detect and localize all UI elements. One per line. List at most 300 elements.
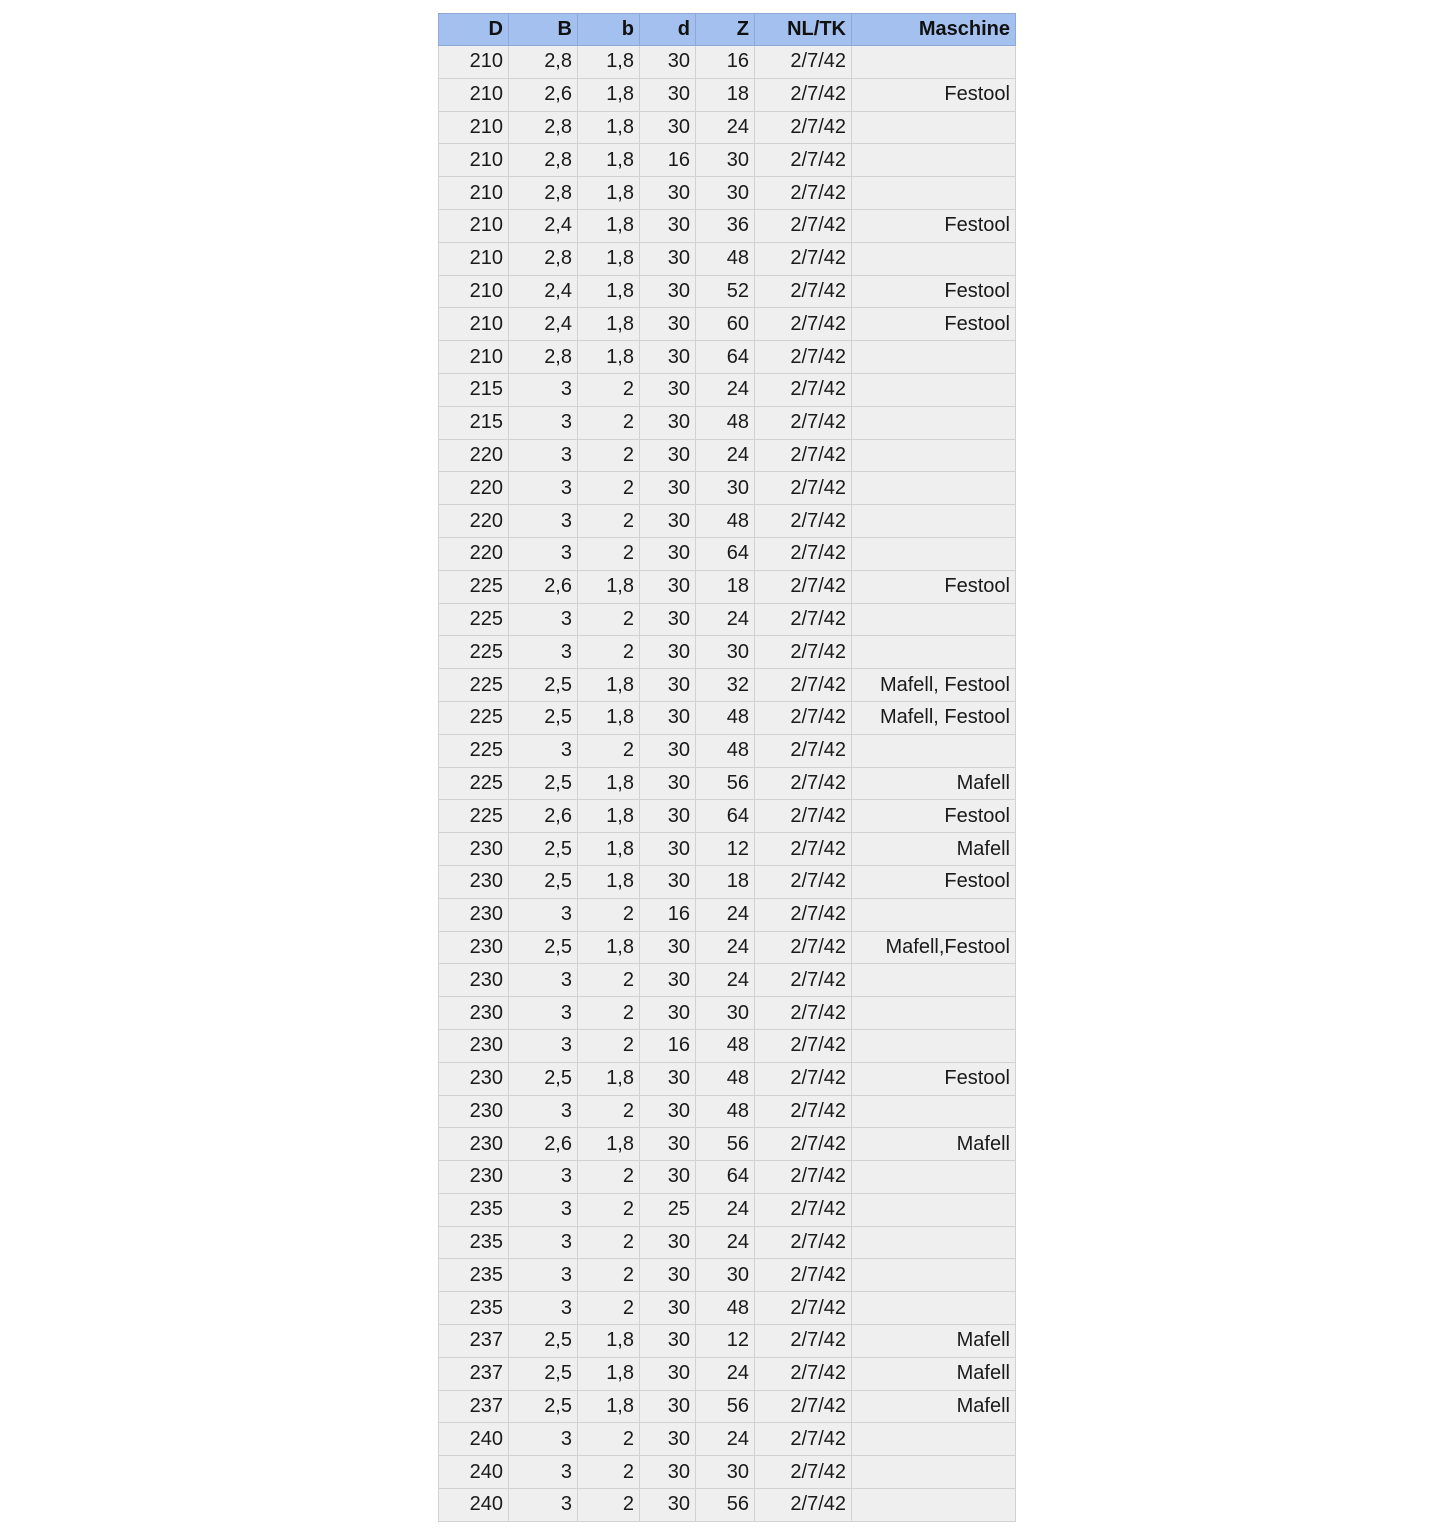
table-row [439, 800, 1016, 833]
cell-d: 30 [640, 242, 696, 275]
cell-D: 210 [439, 177, 509, 210]
cell-nl-tk: 2/7/42 [755, 1325, 852, 1358]
table-row [439, 177, 1016, 210]
cell-Z: 56 [696, 1489, 755, 1522]
cell-b: 1,8 [578, 1357, 640, 1390]
cell-D: 230 [439, 1128, 509, 1161]
cell-D: 230 [439, 1161, 509, 1194]
cell-D: 230 [439, 898, 509, 931]
cell-Z: 48 [696, 1292, 755, 1325]
cell-maschine: Festool [852, 78, 1016, 111]
cell-b: 2 [578, 1226, 640, 1259]
table-row [439, 111, 1016, 144]
cell-B: 2,8 [509, 341, 578, 374]
cell-B: 2,5 [509, 669, 578, 702]
cell-B: 3 [509, 1259, 578, 1292]
cell-B: 2,5 [509, 701, 578, 734]
column-header-d: d [640, 14, 696, 46]
cell-D: 225 [439, 767, 509, 800]
table-row [439, 439, 1016, 472]
table-row [439, 1095, 1016, 1128]
cell-b: 2 [578, 898, 640, 931]
cell-b: 1,8 [578, 46, 640, 79]
cell-Z: 56 [696, 767, 755, 800]
cell-d: 30 [640, 1456, 696, 1489]
column-header-maschine: Maschine [852, 14, 1016, 46]
cell-d: 16 [640, 144, 696, 177]
cell-nl-tk: 2/7/42 [755, 144, 852, 177]
cell-nl-tk: 2/7/42 [755, 537, 852, 570]
cell-Z: 48 [696, 1062, 755, 1095]
table-row [439, 1161, 1016, 1194]
cell-b: 2 [578, 964, 640, 997]
cell-d: 30 [640, 505, 696, 538]
cell-Z: 60 [696, 308, 755, 341]
cell-maschine: Mafell [852, 1357, 1016, 1390]
cell-nl-tk: 2/7/42 [755, 603, 852, 636]
cell-d: 30 [640, 734, 696, 767]
cell-D: 230 [439, 997, 509, 1030]
cell-maschine [852, 537, 1016, 570]
cell-nl-tk: 2/7/42 [755, 472, 852, 505]
cell-Z: 48 [696, 406, 755, 439]
cell-nl-tk: 2/7/42 [755, 1128, 852, 1161]
cell-nl-tk: 2/7/42 [755, 1226, 852, 1259]
table-row [439, 1489, 1016, 1522]
cell-b: 2 [578, 373, 640, 406]
cell-maschine [852, 242, 1016, 275]
column-header-D: D [439, 14, 509, 46]
table-row [439, 275, 1016, 308]
cell-Z: 18 [696, 570, 755, 603]
table-row [439, 1128, 1016, 1161]
cell-D: 210 [439, 144, 509, 177]
column-header-nl-tk: NL/TK [755, 14, 852, 46]
cell-nl-tk: 2/7/42 [755, 1161, 852, 1194]
cell-D: 230 [439, 1062, 509, 1095]
cell-b: 2 [578, 1161, 640, 1194]
cell-nl-tk: 2/7/42 [755, 997, 852, 1030]
cell-D: 210 [439, 209, 509, 242]
cell-B: 2,8 [509, 46, 578, 79]
cell-d: 30 [640, 1161, 696, 1194]
cell-b: 1,8 [578, 242, 640, 275]
cell-Z: 24 [696, 964, 755, 997]
saw-blade-table [438, 13, 1016, 1522]
table-row [439, 308, 1016, 341]
cell-D: 220 [439, 537, 509, 570]
cell-d: 30 [640, 636, 696, 669]
cell-maschine [852, 46, 1016, 79]
cell-Z: 30 [696, 472, 755, 505]
table-row [439, 833, 1016, 866]
cell-Z: 24 [696, 111, 755, 144]
cell-B: 2,5 [509, 767, 578, 800]
cell-d: 25 [640, 1193, 696, 1226]
cell-B: 3 [509, 1423, 578, 1456]
cell-b: 1,8 [578, 78, 640, 111]
cell-B: 3 [509, 472, 578, 505]
cell-nl-tk: 2/7/42 [755, 1095, 852, 1128]
table-row [439, 373, 1016, 406]
cell-D: 210 [439, 111, 509, 144]
cell-D: 225 [439, 669, 509, 702]
cell-B: 3 [509, 1456, 578, 1489]
cell-Z: 24 [696, 931, 755, 964]
cell-d: 30 [640, 931, 696, 964]
cell-maschine [852, 734, 1016, 767]
cell-maschine [852, 406, 1016, 439]
cell-B: 3 [509, 1095, 578, 1128]
cell-Z: 30 [696, 144, 755, 177]
column-header-b: b [578, 14, 640, 46]
cell-b: 1,8 [578, 669, 640, 702]
cell-d: 30 [640, 209, 696, 242]
cell-B: 3 [509, 537, 578, 570]
cell-D: 240 [439, 1423, 509, 1456]
cell-nl-tk: 2/7/42 [755, 669, 852, 702]
cell-d: 30 [640, 1292, 696, 1325]
cell-d: 16 [640, 898, 696, 931]
cell-maschine [852, 636, 1016, 669]
cell-b: 1,8 [578, 1390, 640, 1423]
cell-maschine [852, 1489, 1016, 1522]
cell-nl-tk: 2/7/42 [755, 177, 852, 210]
cell-b: 1,8 [578, 275, 640, 308]
cell-D: 230 [439, 964, 509, 997]
cell-D: 230 [439, 1095, 509, 1128]
cell-nl-tk: 2/7/42 [755, 1029, 852, 1062]
cell-b: 2 [578, 1456, 640, 1489]
table-row [439, 242, 1016, 275]
cell-b: 2 [578, 734, 640, 767]
cell-nl-tk: 2/7/42 [755, 373, 852, 406]
cell-B: 3 [509, 636, 578, 669]
cell-nl-tk: 2/7/42 [755, 308, 852, 341]
cell-B: 2,6 [509, 570, 578, 603]
cell-D: 240 [439, 1489, 509, 1522]
cell-B: 2,5 [509, 1390, 578, 1423]
cell-b: 2 [578, 406, 640, 439]
table-row [439, 636, 1016, 669]
cell-maschine [852, 1423, 1016, 1456]
cell-D: 230 [439, 865, 509, 898]
cell-Z: 56 [696, 1128, 755, 1161]
cell-Z: 12 [696, 833, 755, 866]
cell-D: 225 [439, 603, 509, 636]
cell-nl-tk: 2/7/42 [755, 734, 852, 767]
cell-b: 2 [578, 505, 640, 538]
cell-b: 2 [578, 603, 640, 636]
cell-nl-tk: 2/7/42 [755, 1062, 852, 1095]
cell-maschine [852, 1456, 1016, 1489]
cell-maschine [852, 177, 1016, 210]
cell-Z: 24 [696, 1423, 755, 1456]
cell-Z: 64 [696, 1161, 755, 1194]
cell-d: 30 [640, 1062, 696, 1095]
cell-b: 1,8 [578, 1062, 640, 1095]
cell-Z: 24 [696, 1226, 755, 1259]
cell-b: 1,8 [578, 341, 640, 374]
cell-d: 30 [640, 1095, 696, 1128]
cell-D: 210 [439, 308, 509, 341]
cell-d: 30 [640, 472, 696, 505]
cell-maschine [852, 898, 1016, 931]
cell-Z: 12 [696, 1325, 755, 1358]
cell-d: 30 [640, 341, 696, 374]
cell-B: 3 [509, 1226, 578, 1259]
cell-nl-tk: 2/7/42 [755, 242, 852, 275]
cell-nl-tk: 2/7/42 [755, 1489, 852, 1522]
cell-B: 3 [509, 1292, 578, 1325]
cell-B: 2,8 [509, 242, 578, 275]
cell-D: 210 [439, 46, 509, 79]
cell-maschine [852, 505, 1016, 538]
cell-B: 3 [509, 439, 578, 472]
cell-maschine: Festool [852, 800, 1016, 833]
cell-Z: 48 [696, 1095, 755, 1128]
cell-B: 2,5 [509, 865, 578, 898]
cell-B: 3 [509, 997, 578, 1030]
cell-D: 225 [439, 800, 509, 833]
cell-b: 2 [578, 1423, 640, 1456]
cell-d: 30 [640, 865, 696, 898]
cell-d: 30 [640, 603, 696, 636]
cell-d: 30 [640, 46, 696, 79]
cell-Z: 52 [696, 275, 755, 308]
cell-B: 2,6 [509, 800, 578, 833]
cell-maschine: Mafell, Festool [852, 669, 1016, 702]
cell-Z: 30 [696, 1259, 755, 1292]
cell-D: 230 [439, 931, 509, 964]
table-row [439, 341, 1016, 374]
cell-D: 237 [439, 1357, 509, 1390]
cell-maschine: Mafell [852, 1128, 1016, 1161]
cell-B: 3 [509, 1193, 578, 1226]
cell-D: 240 [439, 1456, 509, 1489]
cell-nl-tk: 2/7/42 [755, 1193, 852, 1226]
table-row [439, 1029, 1016, 1062]
cell-b: 2 [578, 1193, 640, 1226]
cell-Z: 56 [696, 1390, 755, 1423]
cell-B: 3 [509, 373, 578, 406]
cell-maschine [852, 1029, 1016, 1062]
cell-nl-tk: 2/7/42 [755, 209, 852, 242]
cell-nl-tk: 2/7/42 [755, 1357, 852, 1390]
cell-nl-tk: 2/7/42 [755, 1423, 852, 1456]
cell-maschine [852, 1193, 1016, 1226]
cell-b: 2 [578, 439, 640, 472]
cell-Z: 32 [696, 669, 755, 702]
cell-b: 1,8 [578, 1325, 640, 1358]
cell-nl-tk: 2/7/42 [755, 439, 852, 472]
cell-B: 3 [509, 964, 578, 997]
table-row [439, 78, 1016, 111]
cell-maschine: Festool [852, 865, 1016, 898]
cell-maschine [852, 964, 1016, 997]
cell-nl-tk: 2/7/42 [755, 46, 852, 79]
cell-nl-tk: 2/7/42 [755, 505, 852, 538]
cell-b: 1,8 [578, 144, 640, 177]
cell-b: 1,8 [578, 767, 640, 800]
cell-B: 2,5 [509, 931, 578, 964]
cell-d: 30 [640, 373, 696, 406]
cell-d: 30 [640, 767, 696, 800]
cell-b: 1,8 [578, 701, 640, 734]
table-row [439, 734, 1016, 767]
cell-nl-tk: 2/7/42 [755, 111, 852, 144]
cell-Z: 30 [696, 997, 755, 1030]
cell-maschine [852, 1292, 1016, 1325]
table-row [439, 570, 1016, 603]
cell-nl-tk: 2/7/42 [755, 865, 852, 898]
cell-Z: 30 [696, 177, 755, 210]
table-row [439, 603, 1016, 636]
cell-d: 30 [640, 669, 696, 702]
cell-B: 3 [509, 1161, 578, 1194]
cell-D: 225 [439, 636, 509, 669]
table-row [439, 1259, 1016, 1292]
cell-D: 210 [439, 341, 509, 374]
cell-D: 235 [439, 1292, 509, 1325]
cell-Z: 24 [696, 373, 755, 406]
cell-Z: 24 [696, 898, 755, 931]
table-row [439, 505, 1016, 538]
cell-b: 2 [578, 1489, 640, 1522]
cell-maschine: Festool [852, 570, 1016, 603]
cell-B: 2,6 [509, 1128, 578, 1161]
cell-nl-tk: 2/7/42 [755, 931, 852, 964]
cell-b: 2 [578, 636, 640, 669]
cell-d: 30 [640, 406, 696, 439]
cell-nl-tk: 2/7/42 [755, 1456, 852, 1489]
table-row [439, 1062, 1016, 1095]
table-row [439, 964, 1016, 997]
cell-d: 30 [640, 1390, 696, 1423]
cell-b: 1,8 [578, 1128, 640, 1161]
cell-b: 1,8 [578, 931, 640, 964]
cell-D: 230 [439, 1029, 509, 1062]
cell-Z: 48 [696, 734, 755, 767]
cell-maschine: Mafell,Festool [852, 931, 1016, 964]
cell-maschine [852, 144, 1016, 177]
cell-b: 2 [578, 472, 640, 505]
cell-b: 1,8 [578, 308, 640, 341]
cell-b: 2 [578, 1095, 640, 1128]
cell-maschine: Festool [852, 308, 1016, 341]
cell-D: 220 [439, 439, 509, 472]
table-row [439, 931, 1016, 964]
cell-b: 2 [578, 1029, 640, 1062]
cell-D: 237 [439, 1325, 509, 1358]
cell-d: 30 [640, 833, 696, 866]
table-row [439, 209, 1016, 242]
cell-Z: 36 [696, 209, 755, 242]
cell-B: 3 [509, 406, 578, 439]
table-row [439, 1456, 1016, 1489]
cell-b: 1,8 [578, 111, 640, 144]
cell-B: 2,4 [509, 308, 578, 341]
column-header-B: B [509, 14, 578, 46]
cell-maschine: Mafell [852, 833, 1016, 866]
cell-B: 3 [509, 734, 578, 767]
table-row [439, 997, 1016, 1030]
cell-b: 1,8 [578, 570, 640, 603]
cell-B: 2,5 [509, 1357, 578, 1390]
cell-d: 30 [640, 1325, 696, 1358]
cell-maschine: Festool [852, 209, 1016, 242]
cell-Z: 48 [696, 1029, 755, 1062]
cell-maschine [852, 472, 1016, 505]
table-row [439, 46, 1016, 79]
cell-b: 2 [578, 1292, 640, 1325]
table-row [439, 1357, 1016, 1390]
cell-D: 237 [439, 1390, 509, 1423]
cell-Z: 48 [696, 505, 755, 538]
table-row [439, 144, 1016, 177]
cell-b: 1,8 [578, 865, 640, 898]
cell-D: 210 [439, 242, 509, 275]
cell-d: 30 [640, 111, 696, 144]
cell-B: 3 [509, 603, 578, 636]
cell-nl-tk: 2/7/42 [755, 898, 852, 931]
cell-maschine [852, 1095, 1016, 1128]
cell-maschine [852, 1259, 1016, 1292]
table-row [439, 1292, 1016, 1325]
cell-Z: 16 [696, 46, 755, 79]
cell-maschine [852, 603, 1016, 636]
cell-b: 1,8 [578, 833, 640, 866]
cell-B: 3 [509, 505, 578, 538]
cell-maschine [852, 373, 1016, 406]
cell-maschine: Mafell [852, 1390, 1016, 1423]
cell-Z: 30 [696, 636, 755, 669]
cell-B: 2,5 [509, 1062, 578, 1095]
cell-nl-tk: 2/7/42 [755, 275, 852, 308]
cell-Z: 48 [696, 242, 755, 275]
cell-maschine: Festool [852, 1062, 1016, 1095]
cell-D: 225 [439, 734, 509, 767]
table-row [439, 1325, 1016, 1358]
cell-Z: 18 [696, 78, 755, 111]
cell-Z: 64 [696, 800, 755, 833]
cell-d: 30 [640, 177, 696, 210]
cell-maschine [852, 1161, 1016, 1194]
table-row [439, 406, 1016, 439]
cell-maschine [852, 341, 1016, 374]
cell-Z: 24 [696, 603, 755, 636]
cell-d: 30 [640, 1489, 696, 1522]
table-row [439, 472, 1016, 505]
cell-maschine [852, 439, 1016, 472]
cell-nl-tk: 2/7/42 [755, 767, 852, 800]
cell-Z: 18 [696, 865, 755, 898]
cell-nl-tk: 2/7/42 [755, 1292, 852, 1325]
cell-d: 30 [640, 570, 696, 603]
cell-Z: 24 [696, 439, 755, 472]
cell-d: 30 [640, 308, 696, 341]
cell-Z: 48 [696, 701, 755, 734]
cell-maschine [852, 1226, 1016, 1259]
cell-nl-tk: 2/7/42 [755, 800, 852, 833]
column-header-Z: Z [696, 14, 755, 46]
cell-nl-tk: 2/7/42 [755, 636, 852, 669]
cell-d: 30 [640, 275, 696, 308]
cell-nl-tk: 2/7/42 [755, 78, 852, 111]
cell-B: 2,4 [509, 275, 578, 308]
cell-d: 30 [640, 1357, 696, 1390]
cell-d: 30 [640, 537, 696, 570]
